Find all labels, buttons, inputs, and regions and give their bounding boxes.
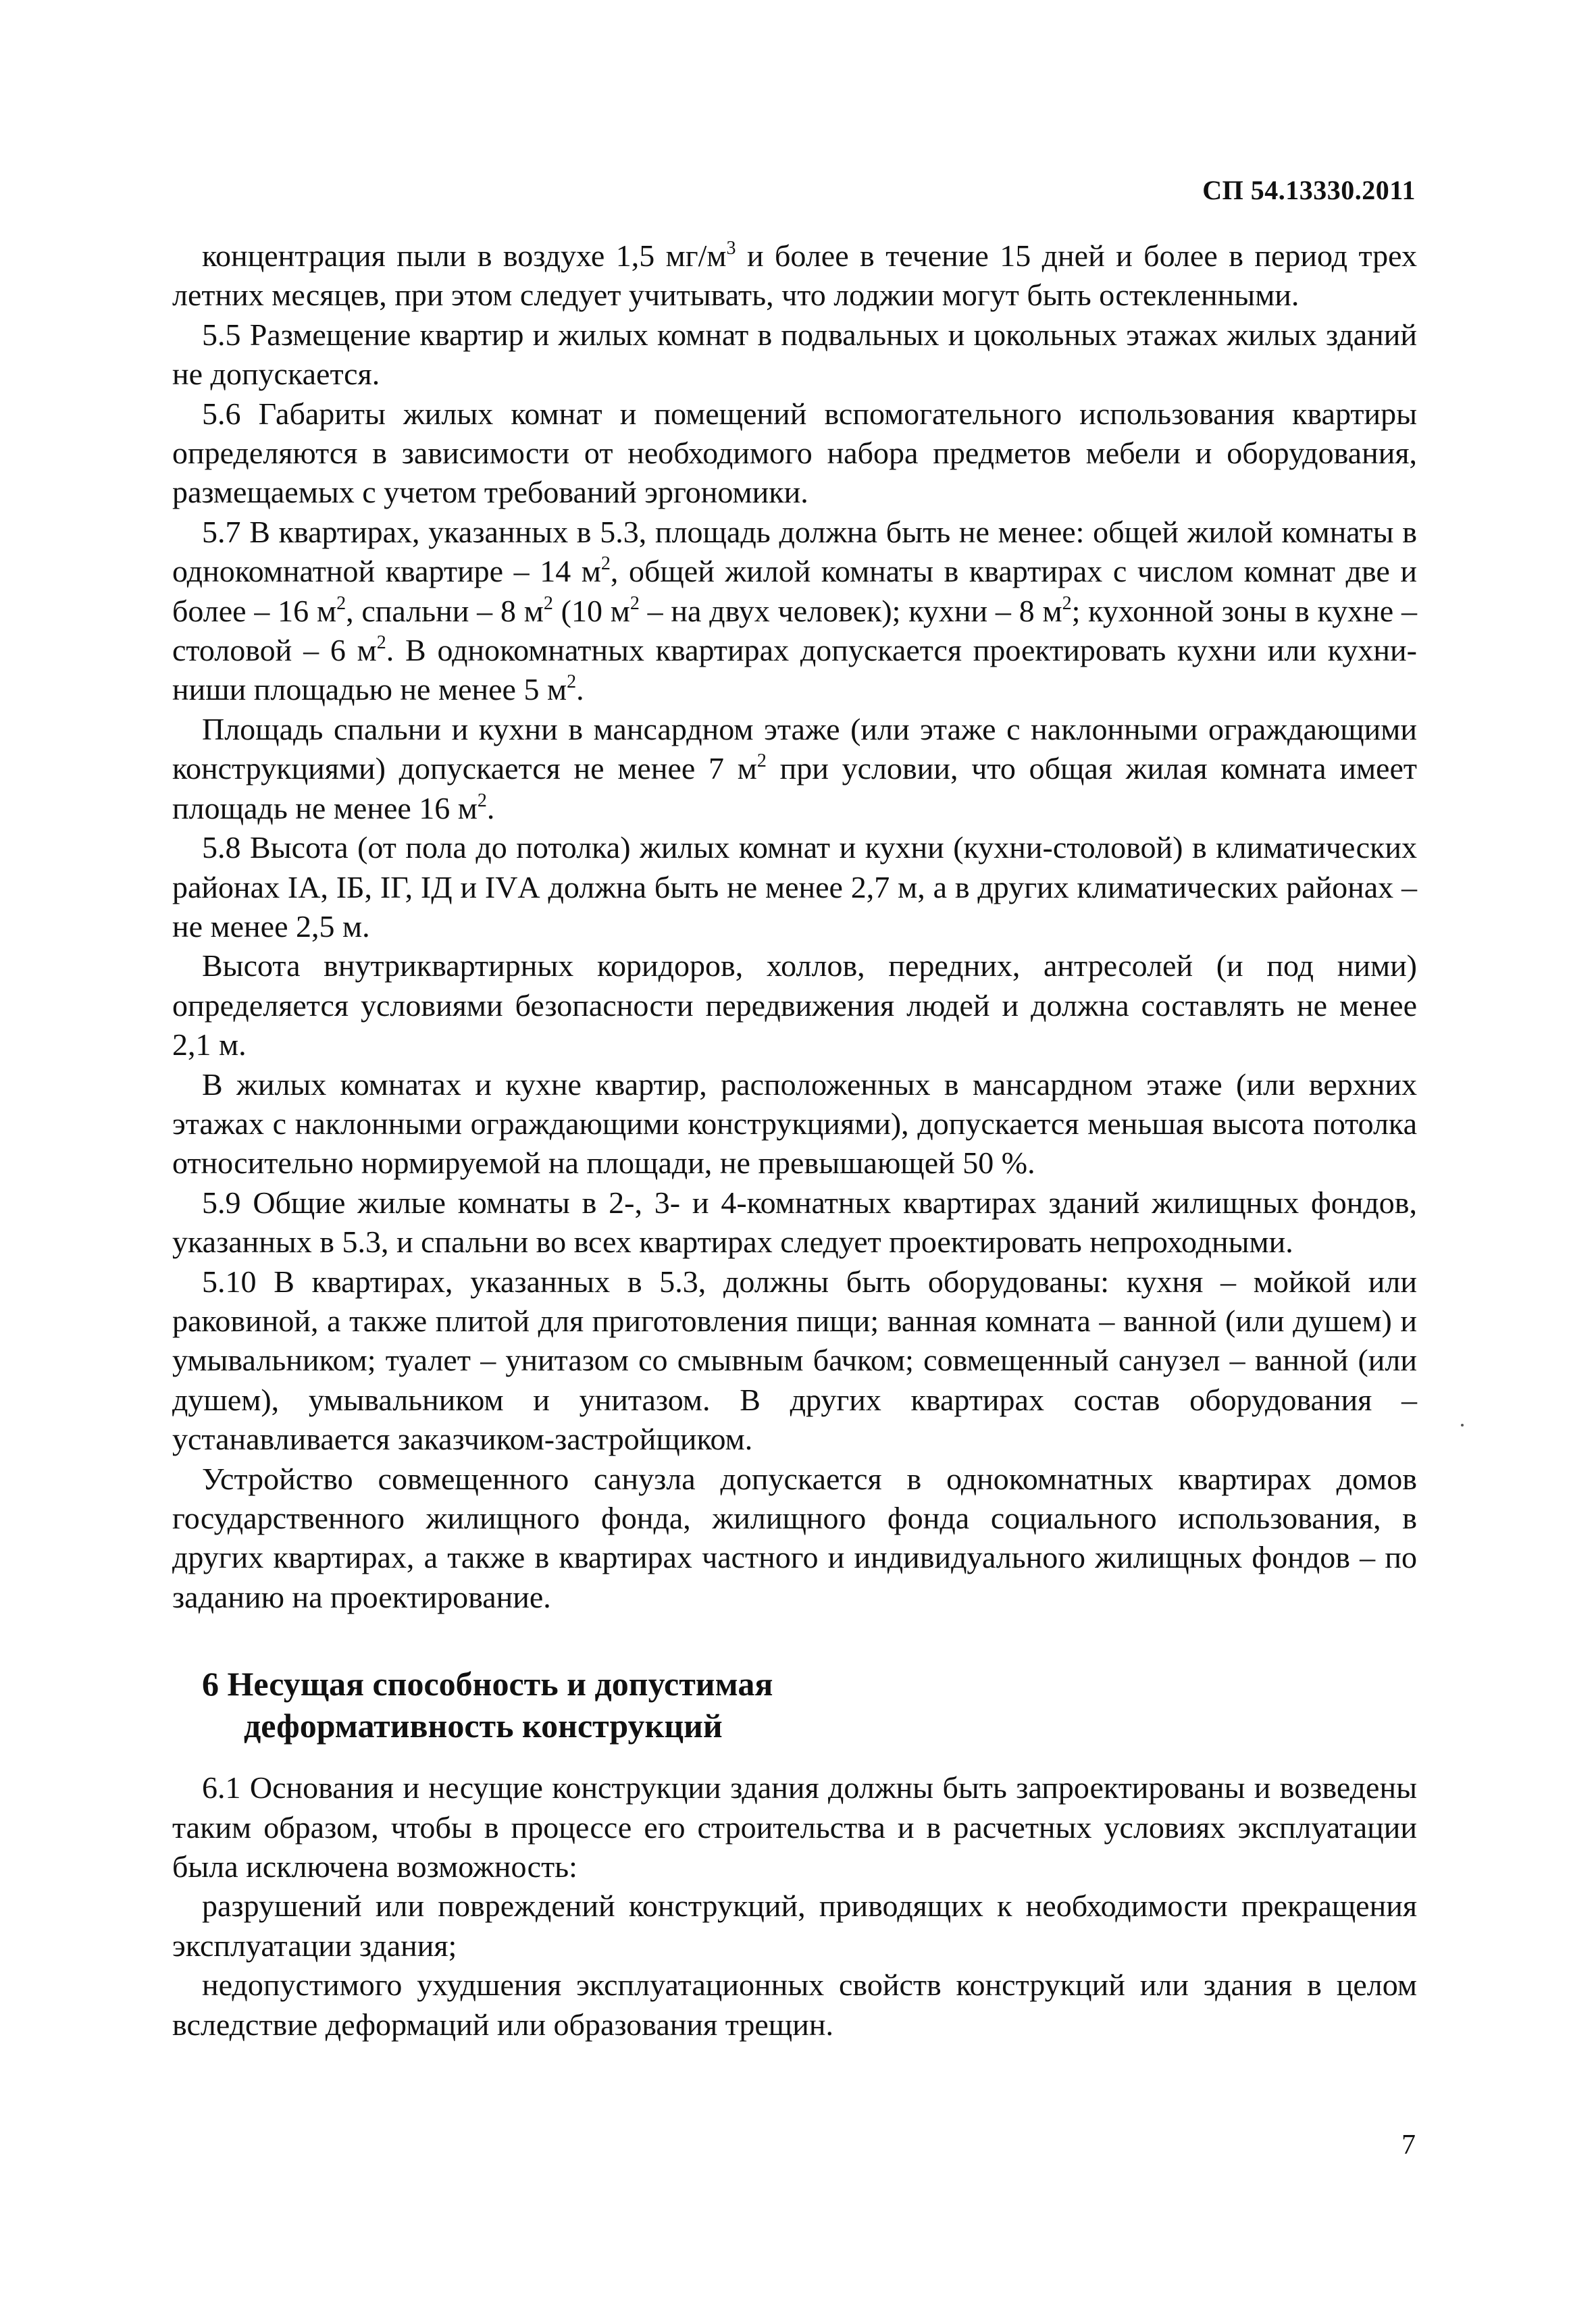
paragraph-text: , спальни – 8 м (346, 593, 544, 628)
superscript: 2 (477, 790, 487, 811)
paragraph-text: 5.9 Общие жилые комнаты в 2-, 3- и 4-комнатных квартирах зданий жилищных фондов, указанных в 5.3, и спальни во всех квартирах следует проектировать непроходными. (172, 1185, 1417, 1260)
paragraph-text: (10 м (552, 593, 630, 628)
paragraph (172, 828, 1417, 946)
page-number: 7 (1401, 2130, 1416, 2161)
paragraph-text: и более в течение 15 дней и более в период трех летних месяцев, при этом следует учитывать, что лоджии могут быть остекленными. (172, 238, 1417, 313)
section-5-paragraphs (172, 236, 1417, 1617)
paragraph-text: . (486, 790, 495, 825)
paragraph-text: . В однокомнатных квартирах допускается проектировать кухни или кухни-ниши площадью не менее 5 м (172, 633, 1417, 707)
paragraph-text: 5.7 В квартирах, указанных в 5.3, площадь должна быть не менее: общей жилой комнаты в однокомнатной квартире – 14 м (172, 514, 1417, 589)
paragraph-text: при условии, что общая жилая комната имеет площадь не менее 16 м (172, 751, 1417, 825)
paragraph (172, 946, 1417, 1064)
paragraph-text: 5.5 Размещение квартир и жилых комнат в подвальных и цокольных этажах жилых зданий не допускается. (172, 317, 1417, 392)
paragraph (172, 236, 1417, 315)
superscript: 2 (756, 750, 767, 772)
paragraph-text: 5.10 В квартирах, указанных в 5.3, должны быть оборудованы: кухня – мойкой или раковиной, а также плитой для приготовления пищи; ванная комната – ванной (или душем) и умывальником; туалет – унитазом со смывным бачком; совмещенный санузел – ванной (или душем), умывальником и унитазом. В других квартирах состав оборудования – устанавливается заказчиком-застройщиком. (172, 1264, 1417, 1457)
superscript: 2 (543, 592, 553, 614)
paragraph (172, 1065, 1417, 1183)
section-6-heading (172, 1663, 1417, 1747)
superscript: 2 (600, 553, 611, 575)
paragraph (172, 315, 1417, 394)
paragraph-text: , общей жилой комнаты в квартирах с числом комнат две и более – 16 м (172, 554, 1417, 628)
superscript: 2 (376, 632, 386, 654)
paragraph-text: Площадь спальни и кухни в мансардном этаже (или этаже с наклонными ограждающими конструкциями) допускается не менее 7 м (172, 711, 1417, 786)
superscript: 2 (1062, 592, 1072, 614)
paragraph (172, 1183, 1417, 1262)
superscript: 2 (629, 592, 640, 614)
document-code: СП 54.13330.2011 (1202, 175, 1416, 205)
paragraph-text: ; кухонной зоны в кухне – столовой – 6 м (172, 593, 1417, 668)
paragraph-6-1-item-2: недопустимого ухудшения эксплуатационных свойств конструкций или здания в целом вследствие деформаций или образования трещин. (172, 1968, 1417, 2042)
superscript: 3 (726, 238, 736, 259)
paragraph-text: – на двух человек); кухни – 8 м (639, 593, 1062, 628)
paragraph (172, 513, 1417, 710)
paragraph (172, 1262, 1417, 1460)
paragraph-text: В жилых комнатах и кухне квартир, расположенных в мансардном этаже (или верхних этажах с наклонными ограждающими конструкциями), допускается меньшая высота потолка относительно нормируемой на площади, не превышающей 50 %. (172, 1066, 1417, 1181)
paragraph-text: Устройство совмещенного санузла допускается в однокомнатных квартирах домов государственного жилищного фонда, жилищного фонда социального использования, в других квартирах, а также в квартирах частного и индивидуального жилищных фондов – по заданию на проектирование. (172, 1461, 1417, 1614)
paragraph (172, 710, 1417, 828)
paragraph-6-1: 6.1 Основания и несущие конструкции здания должны быть запроектированы и возведены таким образом, чтобы в процессе его строительства и в расчетных условиях эксплуатации была исключена возможность: (172, 1770, 1417, 1884)
page-body (172, 236, 1417, 2045)
superscript: 2 (336, 592, 346, 614)
paragraph-text: Высота внутриквартирных коридоров, холлов, передних, антресолей (и под ними) определяется условиями безопасности передвижения людей и должна составлять не менее 2,1 м. (172, 948, 1417, 1062)
paragraph-text: . (576, 672, 584, 707)
paragraph-text: 5.6 Габариты жилых комнат и помещений вспомогательного использования квартиры определяются в зависимости от необходимого набора предметов мебели и оборудования, размещаемых с учетом требований эргономики. (172, 396, 1417, 510)
paragraph-text: 5.8 Высота (от пола до потолка) жилых комнат и кухни (кухни-столовой) в климатических районах IА, IБ, IГ, IД и IVА должна быть не менее 2,7 м, а в других климатических районах – не менее 2,5 м. (172, 830, 1417, 944)
paragraph-6-1-item-1: разрушений или повреждений конструкций, приводящих к необходимости прекращения эксплуатации здания; (172, 1888, 1417, 1963)
paragraph-text: концентрация пыли в воздухе 1,5 мг/м (202, 238, 727, 273)
section-6-heading-line1: 6 Несущая способность и допустимая (202, 1665, 773, 1703)
section-6-heading-line2: деформативность конструкций (244, 1707, 723, 1745)
superscript: 2 (567, 671, 577, 693)
paragraph (172, 394, 1417, 513)
paragraph (172, 1460, 1417, 1618)
scan-artifact-dot (1461, 1424, 1464, 1426)
